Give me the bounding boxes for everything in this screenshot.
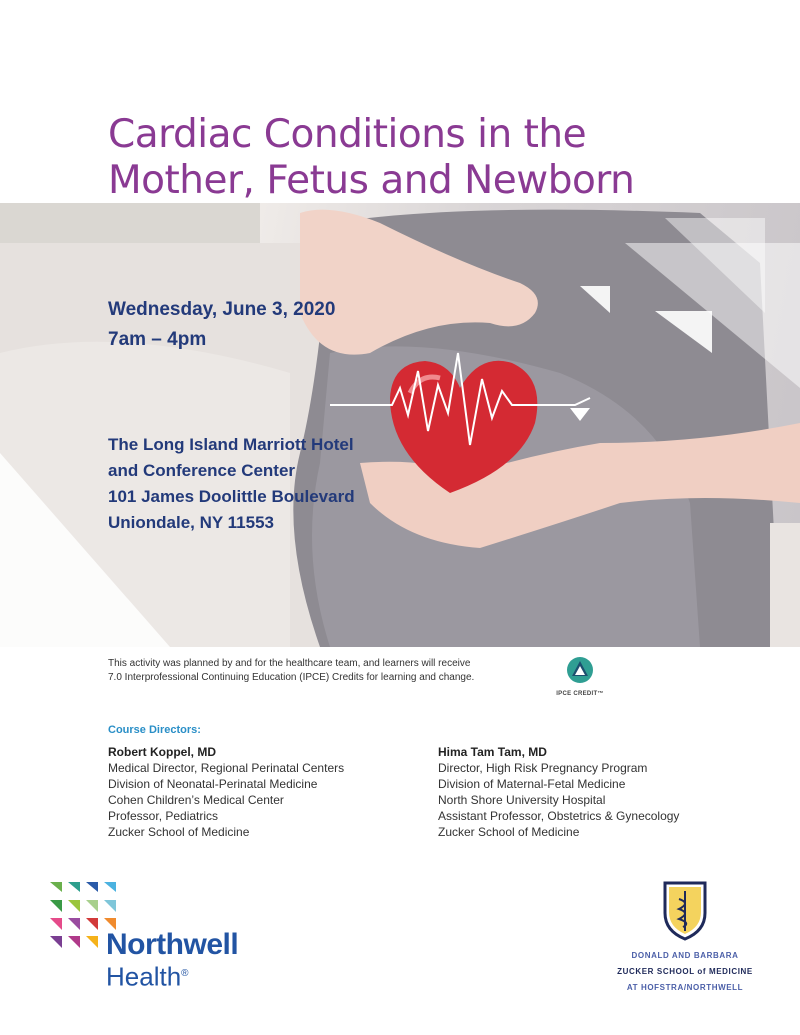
title-line-1: Cardiac Conditions in the	[108, 112, 587, 158]
venue-line-2: and Conference Center	[108, 461, 296, 480]
director-title-line: Cohen Children’s Medical Center	[108, 793, 284, 807]
director-title-line: Assistant Professor, Obstetrics & Gynecology	[438, 809, 680, 823]
venue-line-1: The Long Island Marriott Hotel	[108, 435, 354, 454]
zucker-school-logo	[590, 948, 780, 996]
director-title-line: North Shore University Hospital	[438, 793, 606, 807]
ipce-logo-label: IPCE CREDIT™	[556, 691, 604, 697]
director-1	[108, 744, 344, 840]
registered-mark: ®	[181, 968, 189, 979]
ipce-statement	[108, 657, 548, 685]
director-2	[438, 744, 679, 840]
ipce-credit-logo	[545, 656, 615, 697]
director-title-line: Division of Neonatal-Perinatal Medicine	[108, 777, 318, 791]
director-name: Hima Tam Tam, MD	[438, 745, 547, 759]
zucker-line-1: DONALD AND BARBARA	[631, 951, 739, 960]
northwell-health: Health	[106, 961, 182, 992]
venue-line-3: 101 James Doolittle Boulevard	[108, 487, 355, 506]
director-title-line: Professor, Pediatrics	[108, 809, 219, 823]
hero-illustration	[0, 203, 800, 647]
event-date-block	[108, 295, 335, 355]
director-title-line: Zucker School of Medicine	[438, 825, 580, 839]
zucker-crest-icon	[663, 881, 707, 941]
page-title	[108, 112, 758, 204]
northwell-name: Northwell	[106, 928, 239, 961]
zucker-line-3: AT HOFSTRA/NORTHWELL	[626, 983, 744, 992]
zucker-line-2: ZUCKER SCHOOL of MEDICINE	[617, 967, 753, 976]
director-title-line: Director, High Risk Pregnancy Program	[438, 761, 648, 775]
ipce-logo-icon	[566, 656, 594, 684]
ipce-line-1: This activity was planned by and for the healthcare team, and learners will receive	[108, 658, 471, 669]
event-time: 7am – 4pm	[108, 329, 207, 350]
director-name: Robert Koppel, MD	[108, 745, 216, 759]
ipce-line-2: 7.0 Interprofessional Continuing Education (IPCE) Credits for learning and change.	[108, 672, 475, 683]
director-title-line: Medical Director, Regional Perinatal Centers	[108, 761, 345, 775]
venue-address	[108, 432, 355, 536]
title-line-2: Mother, Fetus and Newborn	[108, 158, 635, 204]
director-title-line: Zucker School of Medicine	[108, 825, 250, 839]
event-date: Wednesday, June 3, 2020	[108, 299, 336, 320]
northwell-subname	[106, 960, 189, 991]
hero-photo	[0, 203, 800, 647]
director-title-line: Division of Maternal-Fetal Medicine	[438, 777, 626, 791]
course-directors-heading: Course Directors:	[108, 724, 201, 736]
venue-line-4: Uniondale, NY 11553	[108, 513, 274, 532]
